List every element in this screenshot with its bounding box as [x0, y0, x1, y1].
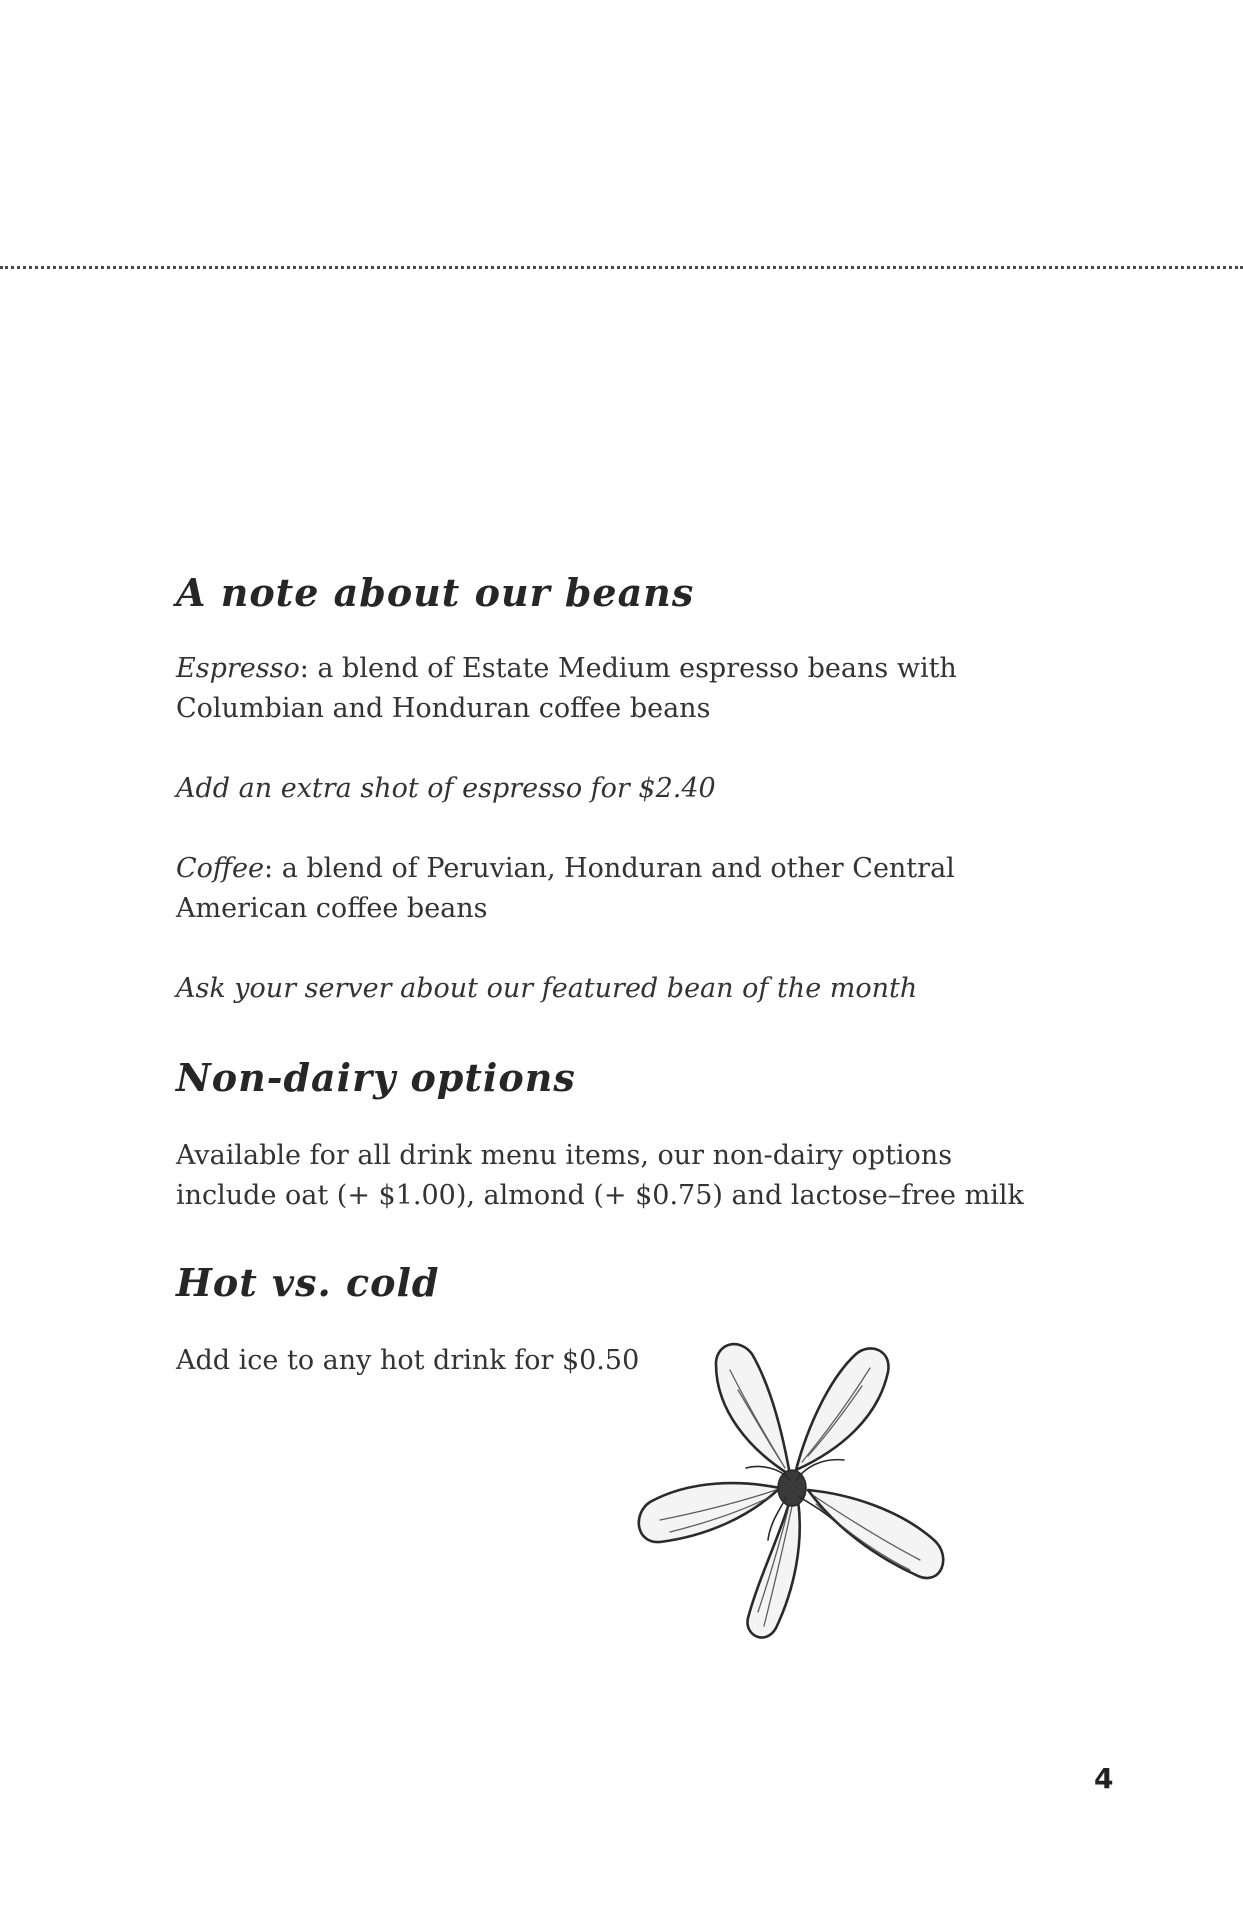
- flower-center: [778, 1470, 806, 1506]
- beans-heading: A note about our beans: [176, 570, 695, 615]
- nondairy-line-2: include oat (+ $1.00), almond (+ $0.75) and lactose–free milk: [176, 1180, 1024, 1211]
- nondairy-line-1: Available for all drink menu items, our non-dairy options: [176, 1140, 953, 1171]
- coffee-description: [176, 849, 996, 929]
- petal-right: [808, 1490, 943, 1578]
- page-number: 4: [1094, 1762, 1114, 1795]
- espresso-label: Espresso: [176, 653, 300, 684]
- menu-notes-section: [176, 570, 1024, 1381]
- coffee-label: Coffee: [176, 853, 265, 884]
- espresso-description: [176, 649, 996, 729]
- petal-left: [639, 1483, 780, 1542]
- petal-upper-left: [716, 1344, 790, 1475]
- featured-bean-note: Ask your server about our featured bean of the month: [176, 973, 918, 1004]
- nondairy-heading: Non-dairy options: [176, 1055, 576, 1100]
- coffee-line-1: : a blend of Peruvian, Honduran and other Central: [264, 853, 955, 884]
- flower-sketch-icon: [630, 1330, 960, 1650]
- coffee-line-2: American coffee beans: [176, 893, 488, 924]
- extra-shot-note: Add an extra shot of espresso for $2.40: [176, 773, 716, 804]
- espresso-line-2: Columbian and Honduran coffee beans: [176, 693, 711, 724]
- dotted-divider: [0, 266, 1243, 269]
- nondairy-description: [176, 1136, 1024, 1216]
- hotcold-heading: Hot vs. cold: [176, 1260, 440, 1305]
- espresso-line-1: : a blend of Estate Medium espresso beans with: [299, 653, 957, 684]
- hotcold-description: Add ice to any hot drink for $0.50: [176, 1345, 640, 1376]
